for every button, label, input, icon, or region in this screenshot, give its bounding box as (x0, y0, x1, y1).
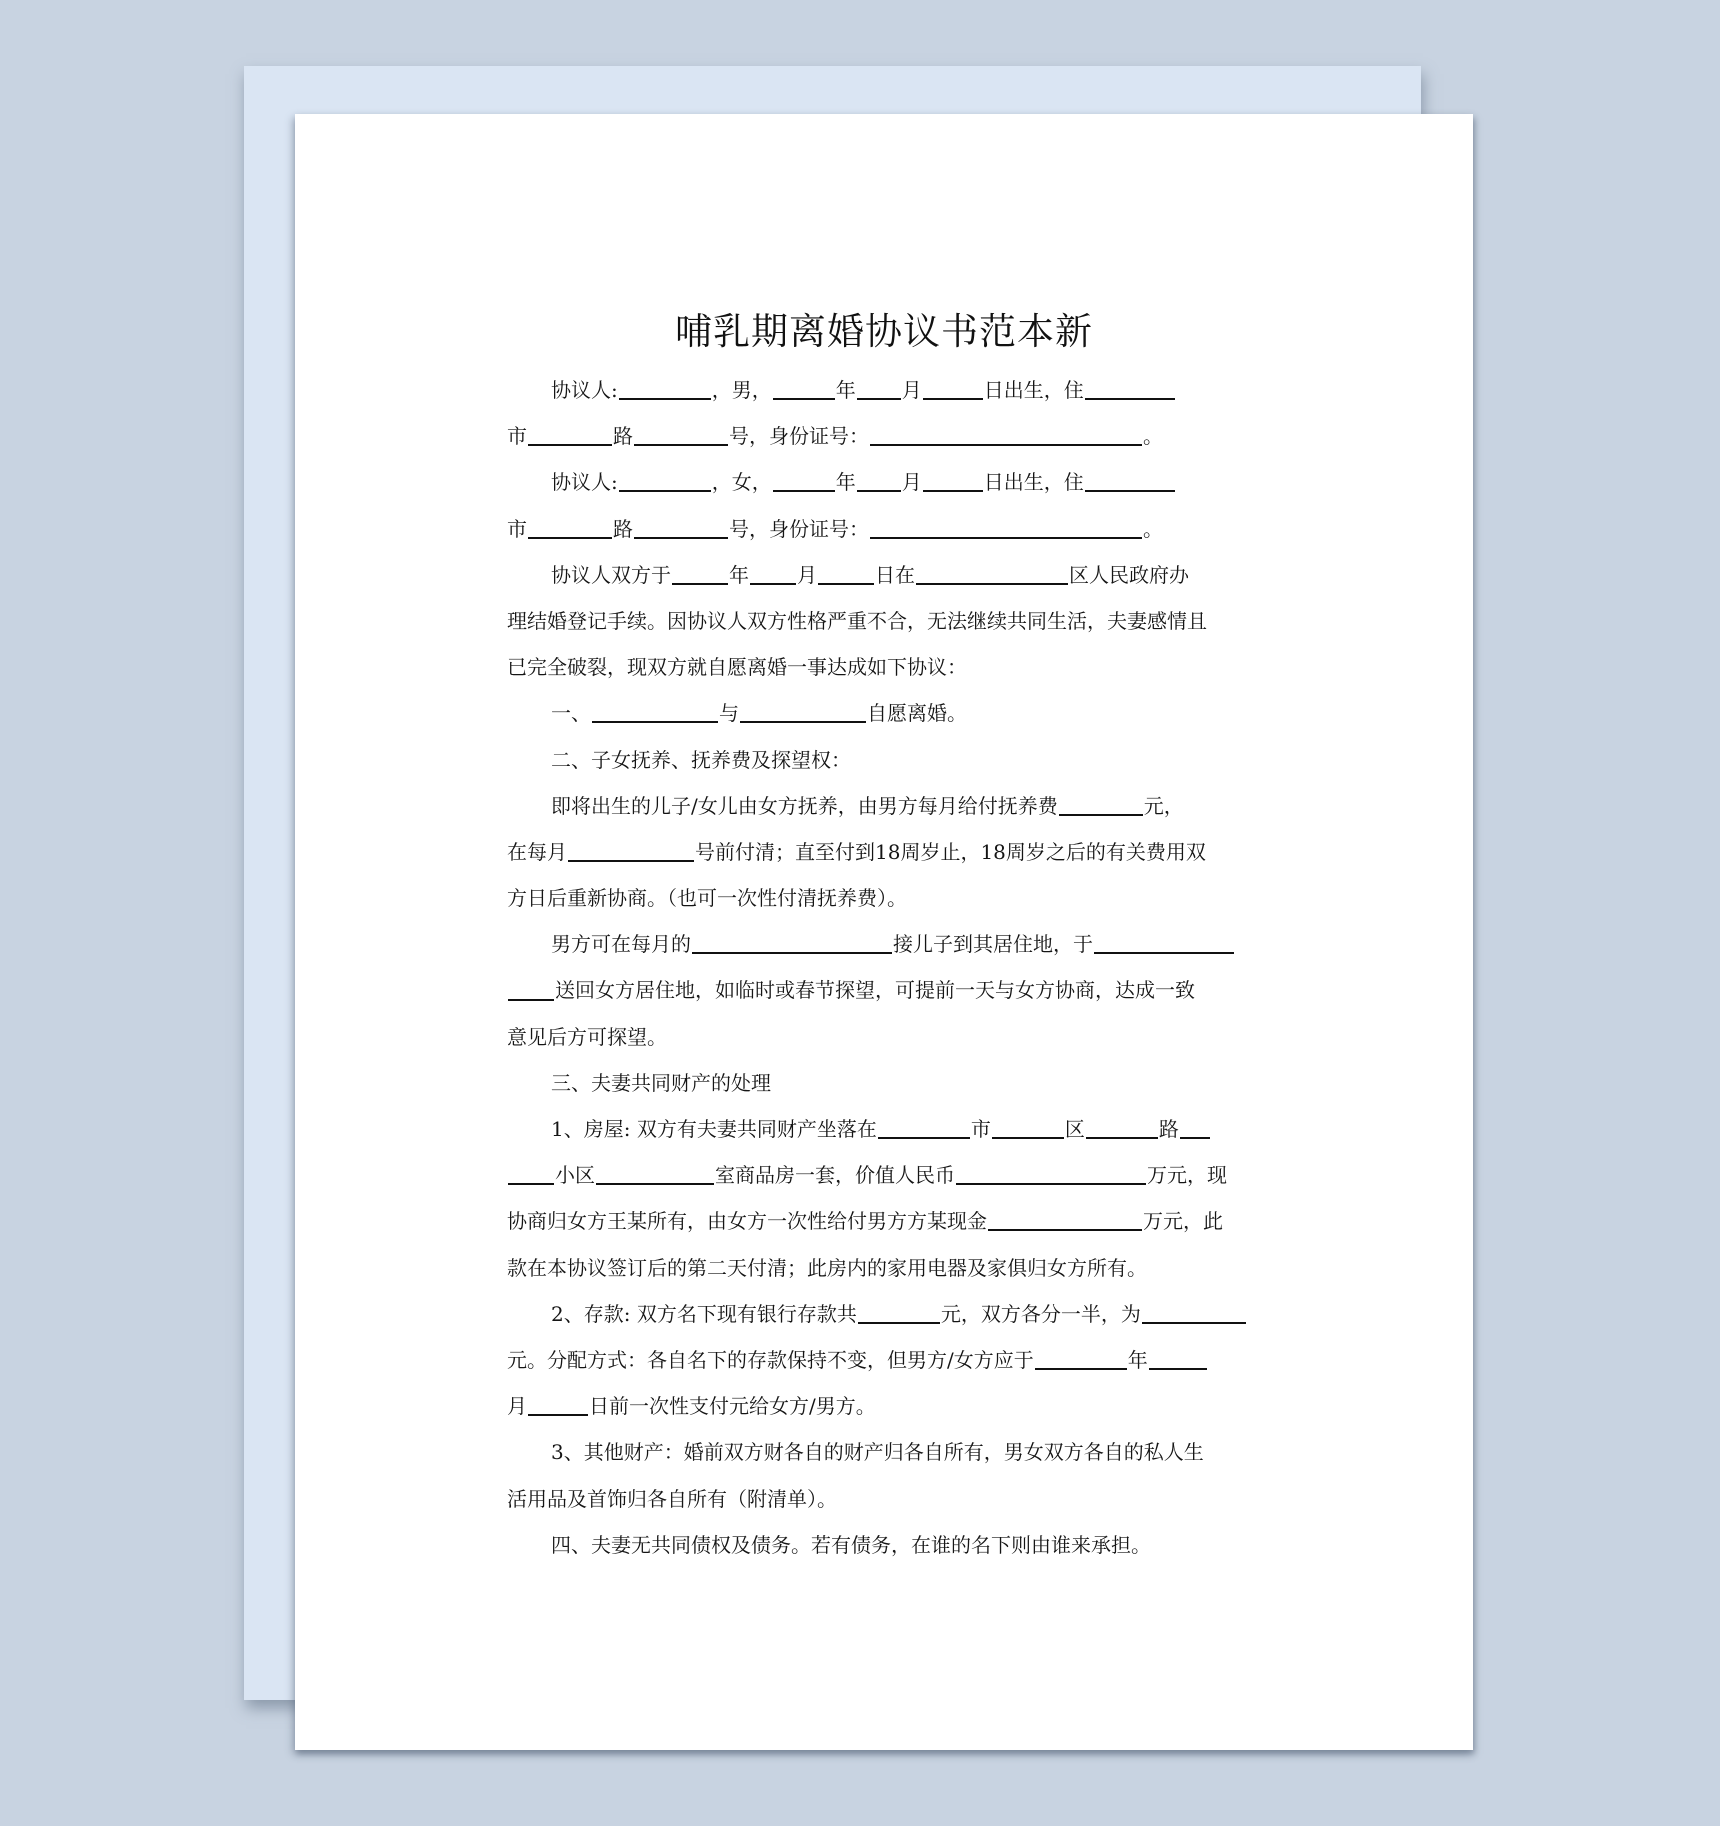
line-text: 1、房屋: 双方有夫妻共同财产坐落在 (551, 1117, 877, 1141)
fill-in-blank[interactable] (1059, 792, 1143, 816)
line-text: 号，身份证号： (729, 516, 869, 541)
line-text: 年 (1127, 1347, 1148, 1372)
document-line (507, 1014, 1259, 1060)
line-text: ，女， (711, 470, 772, 495)
document-line (507, 413, 1259, 459)
fill-in-blank[interactable] (1035, 1346, 1127, 1370)
fill-in-blank[interactable] (992, 1115, 1064, 1139)
fill-in-blank[interactable] (1149, 1346, 1207, 1370)
line-text: 日出生，住 (983, 470, 1084, 495)
line-text: 元，双方各分一半，为 (940, 1301, 1141, 1326)
line-text: 月 (507, 1394, 527, 1419)
line-text: 市 (970, 1117, 991, 1141)
fill-in-blank[interactable] (923, 376, 983, 400)
document-line (507, 1198, 1259, 1244)
document-line (507, 783, 1259, 829)
fill-in-blank[interactable] (773, 376, 835, 400)
fill-in-blank[interactable] (857, 376, 901, 400)
line-text: 二、子女抚养、抚养费及探望权： (551, 747, 851, 772)
document-line (507, 1060, 1259, 1106)
line-text: 接儿子到其居住地，于 (893, 932, 1093, 957)
fill-in-blank[interactable] (634, 422, 728, 446)
fill-in-blank[interactable] (1085, 376, 1175, 400)
fill-in-blank[interactable] (596, 1161, 714, 1185)
line-text: 市 (507, 424, 527, 449)
line-text: 一、 (551, 701, 591, 726)
line-text: 已完全破裂，现双方就自愿离婚一事达成如下协议： (507, 655, 967, 680)
fill-in-blank[interactable] (528, 422, 612, 446)
line-text: 月 (901, 470, 922, 495)
document-line (507, 644, 1259, 690)
line-text: 路 (613, 424, 633, 449)
document-line (507, 875, 1259, 921)
document-line (507, 459, 1259, 505)
line-text: 送回女方居住地，如临时或春节探望，可提前一天与女方协商，达成一致 (555, 978, 1195, 1003)
line-text: 元， (1143, 793, 1184, 818)
line-text: 男方可在每月的 (551, 932, 691, 957)
line-text: 年 (729, 562, 749, 587)
line-text: 号前付清；直至付到18周岁止，18周岁之后的有关费用双 (695, 839, 1206, 864)
line-text: 协议人: (551, 470, 618, 495)
fill-in-blank[interactable] (740, 699, 866, 723)
document-line (507, 967, 1259, 1013)
document-body (507, 367, 1259, 1568)
document-line (507, 1476, 1259, 1522)
fill-in-blank[interactable] (870, 515, 1142, 539)
document-line (507, 1337, 1259, 1383)
line-text: 号，身份证号： (729, 424, 869, 449)
line-text: 市 (507, 516, 527, 541)
line-text: 年 (835, 470, 856, 495)
document-line (507, 598, 1259, 644)
document-line (507, 1383, 1259, 1429)
line-text: 日出生，住 (983, 378, 1084, 402)
line-text: 协议人: (551, 378, 618, 402)
line-text: 款在本协议签订后的第二天付清；此房内的家用电器及家俱归女方所有。 (507, 1255, 1147, 1280)
line-text: 区 (1064, 1117, 1085, 1141)
line-text: 在每月 (507, 839, 567, 864)
line-text: 即将出生的儿子/女儿由女方抚养，由男方每月给付抚养费 (551, 793, 1058, 818)
fill-in-blank[interactable] (916, 561, 1068, 585)
line-text: 三、夫妻共同财产的处理 (551, 1070, 771, 1095)
fill-in-blank[interactable] (1094, 930, 1234, 954)
fill-in-blank[interactable] (773, 468, 835, 492)
line-text: 协议人双方于 (551, 562, 671, 587)
document-line (507, 1291, 1259, 1337)
document-page (295, 114, 1473, 1750)
line-text: 理结婚登记手续。因协议人双方性格严重不合，无法继续共同生活，夫妻感情且 (507, 608, 1207, 633)
line-text: 3、其他财产：婚前双方财各自的财产归各自所有，男女双方各自的私人生 (551, 1440, 1204, 1465)
fill-in-blank[interactable] (857, 468, 901, 492)
line-text: 元。分配方式：各自名下的存款保持不变，但男方/女方应于 (507, 1347, 1034, 1372)
line-text: 。 (1143, 516, 1163, 541)
document-line (507, 1152, 1259, 1198)
line-text: 四、夫妻无共同债权及债务。若有债务，在谁的名下则由谁来承担。 (551, 1532, 1151, 1557)
fill-in-blank[interactable] (750, 561, 796, 585)
line-text: 协商归女方王某所有，由女方一次性给付男方方某现金 (507, 1209, 987, 1234)
fill-in-blank[interactable] (956, 1161, 1146, 1185)
fill-in-blank[interactable] (528, 515, 612, 539)
fill-in-blank[interactable] (923, 468, 983, 492)
line-text: 万元，此 (1143, 1209, 1223, 1234)
document-line (507, 1245, 1259, 1291)
line-text: 室商品房一套，价值人民币 (715, 1163, 955, 1188)
line-text: 月 (797, 562, 817, 587)
line-text: 活用品及首饰归各自所有（附清单）。 (507, 1486, 837, 1511)
fill-in-blank[interactable] (1142, 1300, 1246, 1324)
document-line (507, 829, 1259, 875)
fill-in-blank[interactable] (619, 468, 711, 492)
fill-in-blank[interactable] (568, 838, 694, 862)
fill-in-blank[interactable] (878, 1115, 970, 1139)
line-text: 与 (719, 701, 739, 726)
fill-in-blank[interactable] (619, 376, 711, 400)
fill-in-blank[interactable] (692, 930, 892, 954)
line-text: 日在 (875, 562, 915, 587)
document-line (507, 737, 1259, 783)
document-line (507, 1429, 1259, 1475)
line-text: ，男， (711, 378, 772, 402)
document-line (507, 690, 1259, 736)
line-text: 年 (835, 378, 856, 402)
fill-in-blank[interactable] (818, 561, 874, 585)
document-line (507, 921, 1259, 967)
document-line (507, 506, 1259, 552)
fill-in-blank[interactable] (870, 422, 1142, 446)
document-line (507, 1106, 1259, 1152)
line-text: 月 (901, 378, 922, 402)
line-text: 日前一次性支付元给女方/男方。 (589, 1394, 876, 1419)
fill-in-blank[interactable] (988, 1207, 1142, 1231)
line-text: 意见后方可探望。 (507, 1024, 667, 1049)
fill-in-blank[interactable] (592, 699, 718, 723)
line-text: 路 (613, 516, 633, 541)
fill-in-blank[interactable] (528, 1392, 588, 1416)
line-text: 方日后重新协商。（也可一次性付清抚养费）。 (507, 886, 907, 911)
line-text: 小区 (555, 1163, 595, 1188)
document-title: 哺乳期离婚协议书范本新 (675, 310, 1093, 353)
line-text: 2、存款: 双方名下现有银行存款共 (551, 1301, 857, 1326)
line-text: 自愿离婚。 (867, 701, 967, 726)
fill-in-blank[interactable] (1180, 1115, 1210, 1139)
line-text: 万元，现 (1147, 1163, 1227, 1188)
document-line (507, 367, 1259, 413)
line-text: 区人民政府办 (1069, 562, 1189, 587)
fill-in-blank[interactable] (508, 1161, 554, 1185)
fill-in-blank[interactable] (1086, 1115, 1158, 1139)
fill-in-blank[interactable] (634, 515, 728, 539)
fill-in-blank[interactable] (1085, 468, 1175, 492)
line-text: 。 (1143, 424, 1163, 449)
line-text: 路 (1158, 1117, 1179, 1141)
fill-in-blank[interactable] (858, 1300, 940, 1324)
fill-in-blank[interactable] (672, 561, 728, 585)
document-line (507, 552, 1259, 598)
document-line (507, 1522, 1259, 1568)
fill-in-blank[interactable] (508, 977, 554, 1001)
